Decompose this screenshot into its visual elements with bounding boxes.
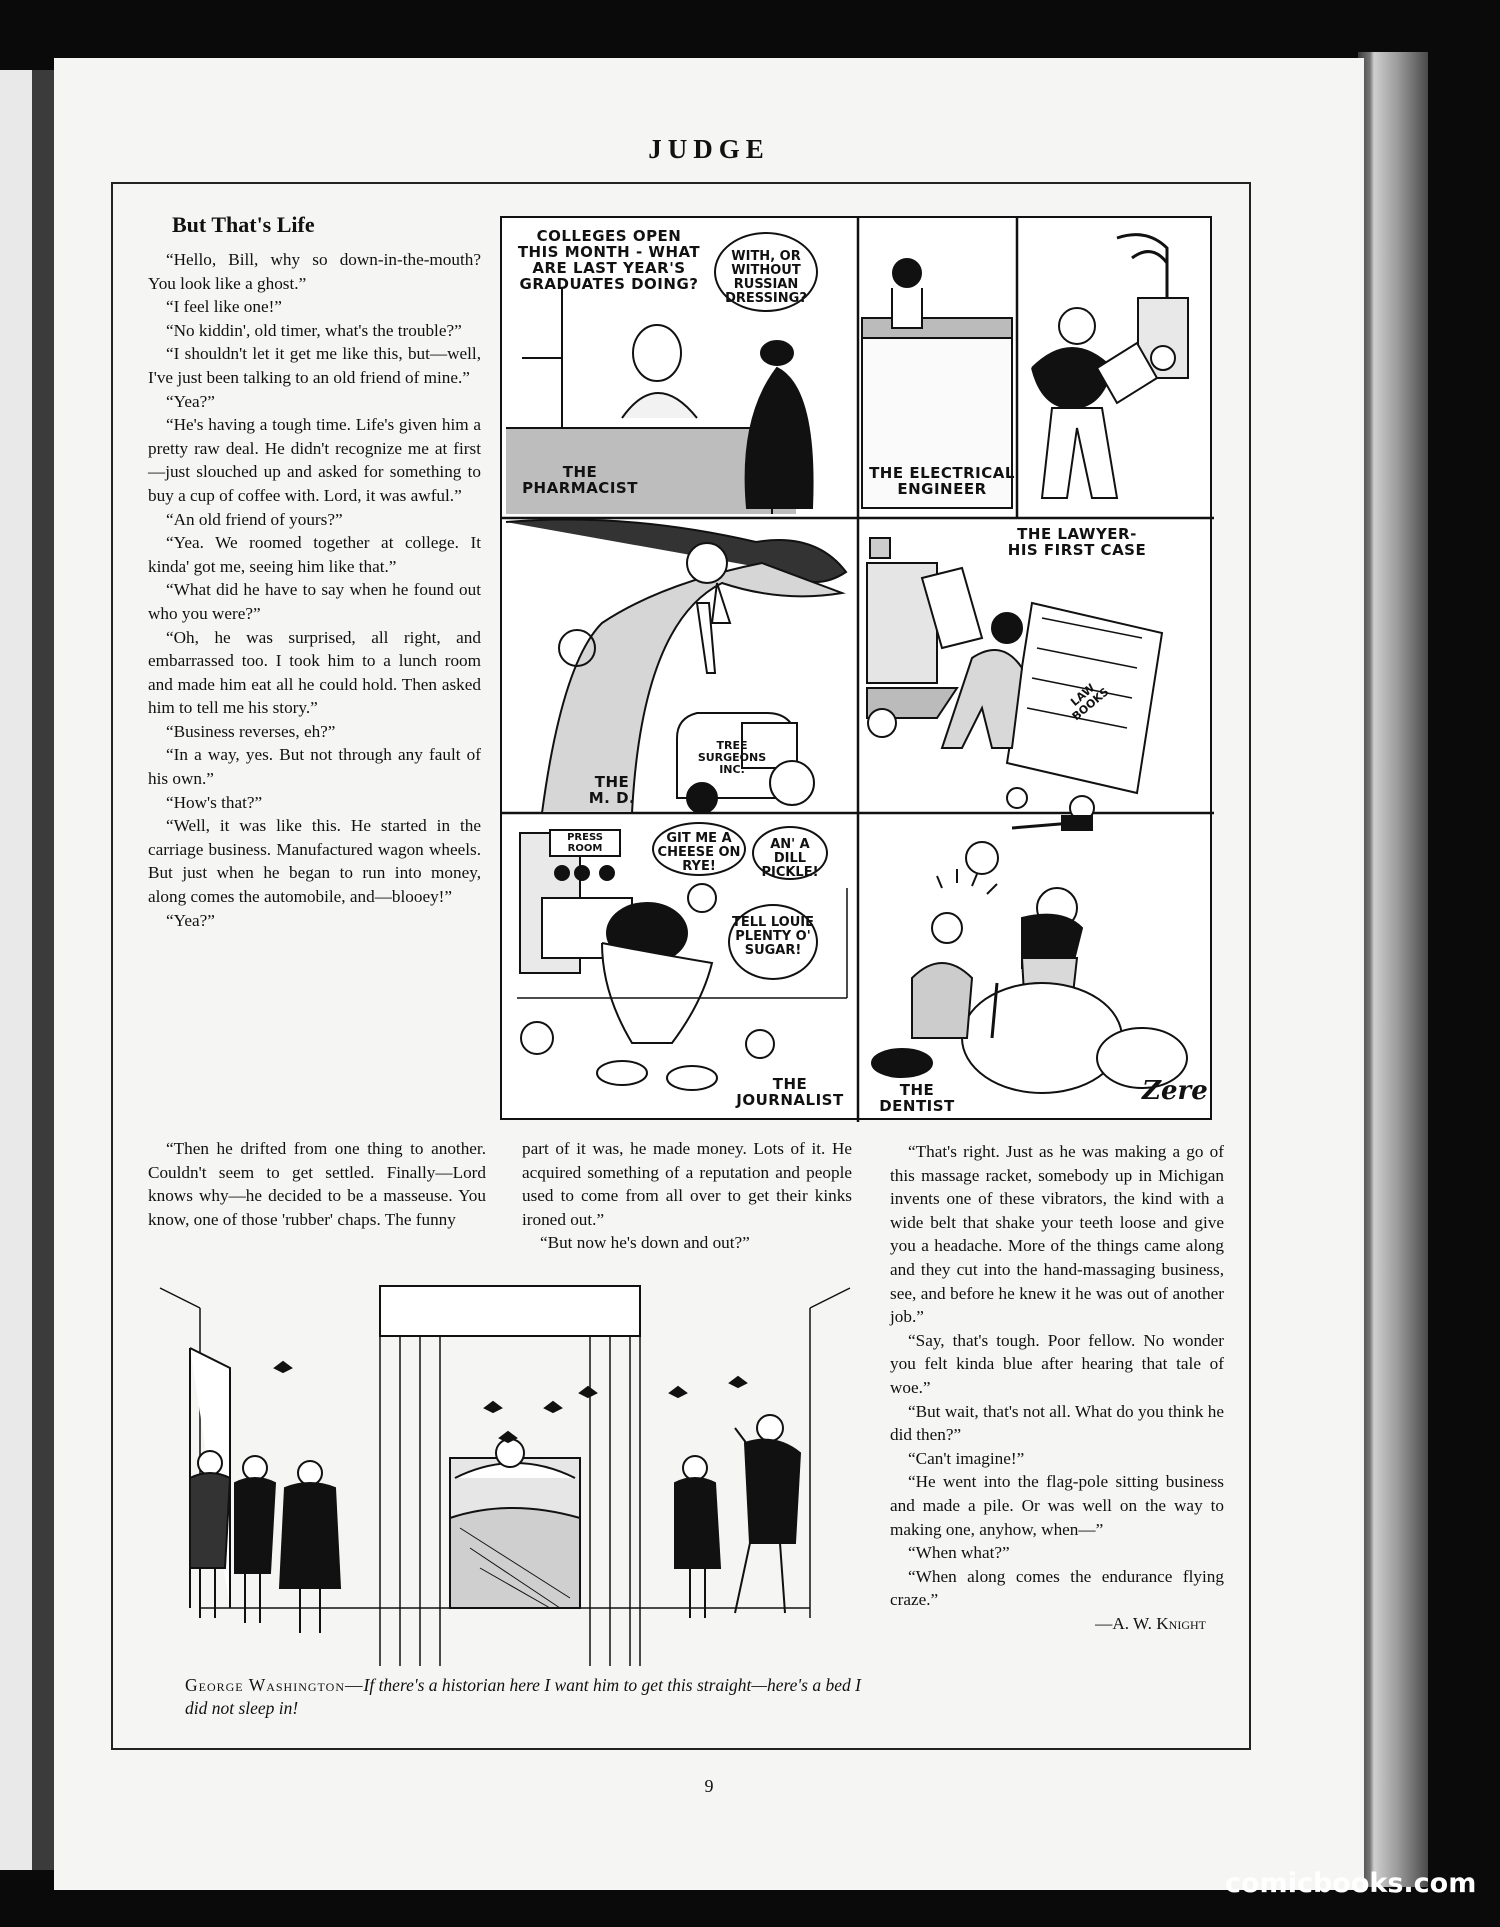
panel-label-lawyer: THE LAWYER- HIS FIRST CASE	[1007, 525, 1147, 559]
caption-speaker: George Washington—	[185, 1675, 364, 1695]
paragraph: “Hello, Bill, why so down-in-the-mouth? You look like a ghost.”	[148, 250, 481, 293]
comic-strip	[500, 216, 1212, 1120]
paragraph: “I feel like one!”	[166, 297, 282, 317]
artist-signature: Zere	[1142, 1076, 1208, 1106]
washington-cartoon	[150, 1278, 860, 1688]
page-stack-edge	[1358, 52, 1428, 1887]
paragraph: “Oh, he was surprised, all right, and embarrassed too. I took him to a lunch room and made him eat all he could hold. Then asked him to tell me his story.”	[148, 627, 481, 718]
paragraph: “An old friend of yours?”	[166, 509, 343, 529]
paragraph: “What did he have to say when he found out who you were?”	[148, 580, 481, 623]
panel-label-engineer: THE ELECTRICAL ENGINEER	[869, 464, 1015, 498]
article-column-1	[148, 248, 481, 932]
paragraph: “How's that?”	[166, 792, 263, 812]
paragraph: “I shouldn't let it get me like this, but—well, I've just been talking to an old friend of mine.”	[148, 344, 481, 387]
article-column-3	[890, 1140, 1224, 1635]
paragraph: “Well, it was like this. He started in the carriage business. Manufactured wagon wheels. But just when he began to run into money, along comes the automobile, and—blooey!”	[148, 816, 481, 907]
author-signature: —A. W. Knight	[1095, 1613, 1206, 1633]
speech-bubble: WITH, OR WITHOUT RUSSIAN DRESSING?	[714, 232, 818, 312]
cartoon-art	[150, 1278, 860, 1688]
paragraph: part of it was, he made money. Lots of it. He acquired something of a reputation and people used to come from all over to get their kinks ironed out.”	[522, 1139, 852, 1229]
paragraph: “When what?”	[908, 1543, 1010, 1563]
article-column-1-continued	[148, 1137, 486, 1231]
crate-sign: LAW BOOKS	[1068, 681, 1112, 724]
paragraph: “That's right. Just as he was making a go of this massage racket, somebody up in Michigan invents one of these vibrators, the kind with a wide belt that shake your teeth loose and give you a headache. More of the things came along and they cut into the hand-massaging business, see, and before he knew it he was out of another job.”	[890, 1142, 1224, 1327]
panel-label-pharmacist: THE PHARMACIST	[522, 463, 638, 497]
paragraph: “Say, that's tough. Poor fellow. No wonder you felt kinda blue after hearing that tale of woe.”	[890, 1330, 1224, 1397]
masthead: JUDGE	[648, 134, 770, 164]
paragraph: “Yea?”	[166, 391, 215, 411]
speech-bubble: AN' A DILL PICKLE!	[752, 826, 828, 880]
paragraph: “Yea. We roomed together at college. It kinda' got me, seeing him like that.”	[148, 533, 481, 576]
speech-bubble: TELL LOUIE PLENTY O' SUGAR!	[728, 904, 818, 980]
figures-right	[675, 1415, 800, 1618]
paragraph: “But now he's down and out?”	[540, 1233, 750, 1253]
comic-intro-caption: COLLEGES OPEN THIS MONTH - WHAT ARE LAST YEAR'S GRADUATES DOING?	[517, 227, 701, 293]
paragraph: “Yea?”	[166, 910, 215, 930]
panel-label-journalist: THE JOURNALIST	[736, 1075, 844, 1109]
article-column-2	[522, 1137, 852, 1255]
panel-label-dentist: THE DENTIST	[879, 1081, 955, 1115]
speech-bubble: GIT ME A CHEESE ON RYE!	[652, 822, 746, 876]
paragraph: “In a way, yes. But not through any fault of his own.”	[148, 745, 481, 789]
paragraph: “But wait, that's not all. What do you think he did then?”	[890, 1401, 1224, 1445]
cartoon-caption	[185, 1674, 875, 1720]
paragraph: “No kiddin', old timer, what's the trouble?”	[166, 320, 462, 340]
article-title: But That's Life	[172, 212, 315, 237]
panel-label-md: THE M. D.	[588, 773, 636, 807]
caption-quote: If there's a historian here I want him to get this straight—here's a bed I did not sleep in!	[185, 1675, 861, 1718]
paragraph: “When along comes the endurance flying craze.”	[890, 1566, 1224, 1610]
page-number: 9	[704, 1776, 714, 1796]
paragraph: “Then he drifted from one thing to another. Couldn't seem to get settled. Finally—Lord knows why—he decided to be a masseuse. You know, one of those 'rubber' chaps. The funny	[148, 1139, 486, 1229]
watermark: comicbooks.com	[1225, 1868, 1477, 1899]
lawyer-scene	[867, 538, 1162, 820]
paragraph: “Business reverses, eh?”	[166, 721, 336, 741]
figures-left	[190, 1451, 340, 1633]
paragraph: “He's having a tough time. Life's given him a pretty raw deal. He didn't recognize me at first—just slouched up and asked for something to buy a cup of coffee with. Lord, it was awful.”	[148, 415, 481, 505]
paragraph: “Can't imagine!”	[908, 1448, 1025, 1468]
press-room-sign: PRESS ROOM	[567, 832, 603, 854]
md-tree-scene	[506, 520, 846, 814]
dentist-scene	[872, 816, 1187, 1093]
paragraph: “He went into the flag-pole sitting business and made a pile. Or was well on the way to making one, anyhow, when—”	[890, 1472, 1224, 1539]
truck-sign: TREE SURGEONS INC.	[697, 739, 767, 776]
